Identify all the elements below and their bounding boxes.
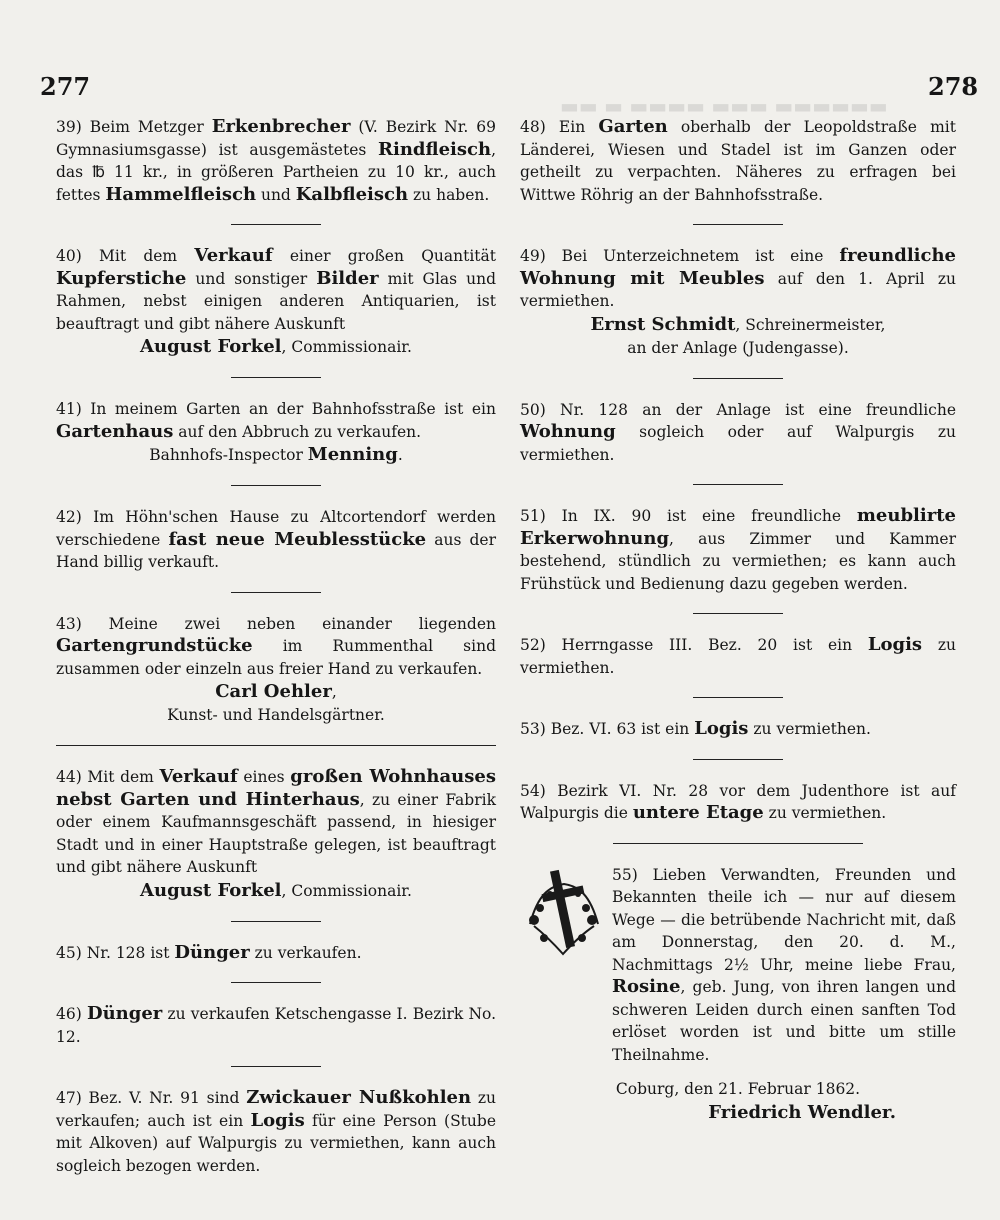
divider <box>693 378 783 379</box>
ad-43-signature: Carl Oehler, <box>215 681 337 702</box>
emphasized-text: Rindfleisch <box>378 138 492 160</box>
ad-43: 43) Meine zwei neben einander liegenden Gartengrundstücke im Rummenthal sind zusammen oder einzeln aus freier Hand zu verkaufen. <box>56 614 496 678</box>
divider <box>693 613 783 614</box>
emphasized-text: Erkenbrecher <box>211 116 351 137</box>
ad-46: 46) Dünger zu verkaufen Ketschengasse I. Bezirk No. 12. <box>56 1003 496 1046</box>
divider <box>231 592 321 593</box>
ad-48: 48) Ein Garten oberhalb der Leopoldstraße mit Länderei, Wiesen und Stadel ist im Ganzen oder getheilt zu verpachten. Näheres zu erfragen bei Wittwe Röhrig an der Bahnhofsstraße. <box>520 116 956 204</box>
emphasized-text: freundliche Wohnung mit Meubles <box>520 245 956 289</box>
divider <box>693 759 783 760</box>
death-notice-text: 55) Lieben Verwandten, Freunden und Bekannten theile ich — nur auf diesem Wege — die betrübende Nachricht mit, daß am Donnerstag, den 20. d. M., Nachmittags 2½ Uhr, meine liebe Frau, Rosine, geb. Jung, von ihren langen und schweren Leiden durch einen sanften Tod erlöset worden ist und bitte um stille Theilnahme. <box>612 865 956 1064</box>
death-notice-signer: Friedrich Wendler. <box>708 1102 896 1123</box>
divider <box>231 1066 321 1067</box>
divider <box>56 745 496 746</box>
left-column <box>56 116 496 1177</box>
divider <box>231 485 321 486</box>
ad-39: 39) Beim Metzger Erkenbrecher (V. Bezirk Nr. 69 Gymnasiumsgasse) ist ausgemästetes Rindfleisch, das ℔ 11 kr., in größeren Partheien zu 10 kr., auch fettes Hammelfleisch und Kalbfleisch zu haben. <box>56 116 497 205</box>
emphasized-text: Gartenhaus <box>56 420 174 442</box>
cross-wreath-icon <box>520 864 606 964</box>
emphasized-text: Zwickauer Nußkohlen <box>246 1087 472 1108</box>
emphasized-text: großen Wohnhauses nebst Garten und Hinterhaus <box>56 766 496 810</box>
divider <box>231 377 321 378</box>
emphasized-text: Hammelfleisch <box>105 183 257 205</box>
ad-45: 45) Nr. 128 ist Dünger zu verkaufen. <box>56 941 362 963</box>
emphasized-text: Dünger <box>86 1003 163 1024</box>
emphasized-text: Garten <box>598 116 668 137</box>
emphasized-text: Gartengrundstücke <box>56 635 253 656</box>
ad-49-signature-address: an der Anlage (Judengasse). <box>627 338 849 357</box>
ad-50: 50) Nr. 128 an der Anlage ist eine freundliche Wohnung sogleich oder auf Walpurgis zu vermiethen. <box>520 400 956 464</box>
emphasized-text: Logis <box>250 1109 305 1131</box>
emphasized-text: Verkauf <box>194 245 273 266</box>
ad-52: 52) Herrngasse III. Bez. 20 ist ein Logis zu vermiethen. <box>520 634 956 677</box>
divider <box>613 843 863 844</box>
death-notice <box>520 864 956 1067</box>
divider <box>231 921 321 922</box>
emphasized-text: fast neue Meublesstücke <box>168 528 427 550</box>
emphasized-text: Kupferstiche <box>56 267 187 289</box>
ad-44-signature: August Forkel, Commissionair. <box>140 879 412 901</box>
emphasized-text: Menning <box>307 444 398 465</box>
ad-40: 40) Mit dem Verkauf einer großen Quantität Kupferstiche und sonstiger Bilder mit Glas und Rahmen, nebst einigen anderen Antiquarien, ist beauftragt und gibt nähere Auskunft <box>56 245 497 333</box>
ad-41: 41) In meinem Garten an der Bahnhofsstraße ist ein Gartenhaus auf den Abbruch zu verkaufen. <box>56 400 496 442</box>
ad-41-signature: Bahnhofs-Inspector Menning. <box>149 444 403 465</box>
emphasized-text: Bilder <box>316 267 379 289</box>
emphasized-text: Wohnung <box>520 421 616 442</box>
divider <box>693 697 783 698</box>
ad-44: 44) Mit dem Verkauf eines großen Wohnhauses nebst Garten und Hinterhaus, zu einer Fabrik oder einem Kaufmannsgeschäft passend, in hiesiger Stadt und in einer Hauptstraße gelegen, ist beauftragt und gibt nähere Auskunft <box>56 766 496 876</box>
emphasized-text: Verkauf <box>159 766 238 787</box>
emphasized-text: Logis <box>867 634 923 655</box>
ad-47: 47) Bez. V. Nr. 91 sind Zwickauer Nußkohlen zu verkaufen; auch ist ein Logis für eine Person (Stube mit Alkoven) auf Walpurgis zu vermiethen, kann auch sogleich bezogen werden. <box>56 1087 496 1175</box>
emphasized-text: August Forkel <box>140 336 282 357</box>
emphasized-text: Dünger <box>174 941 250 963</box>
emphasized-text: August Forkel <box>140 879 282 901</box>
divider <box>231 224 321 225</box>
right-column <box>520 116 956 1124</box>
emphasized-text: Rosine <box>612 976 681 997</box>
ad-53: 53) Bez. VI. 63 ist ein Logis zu vermiethen. <box>520 718 871 739</box>
bleed-through-text: ▬▬ ▬ ▬▬▬▬ ▬▬▬ ▬▬▬▬▬▬ <box>560 94 888 118</box>
emphasized-text: untere Etage <box>632 802 764 823</box>
emphasized-text: Logis <box>694 718 749 739</box>
ad-51: 51) In IX. 90 ist eine freundliche meublirte Erkerwohnung, aus Zimmer und Kammer bestehend, stündlich zu vermiethen; es kann auch Frühstück und Bedienung dazu gegeben werden. <box>520 505 956 593</box>
divider <box>693 484 783 485</box>
ad-42: 42) Im Höhn'schen Hause zu Altcortendorf werden verschiedene fast neue Meublesstücke aus der Hand billig verkauft. <box>56 508 497 571</box>
ad-49: 49) Bei Unterzeichnetem ist eine freundliche Wohnung mit Meubles auf den 1. April zu vermiethen. <box>520 245 956 310</box>
ad-40-signature: August Forkel, Commissionair. <box>140 336 412 357</box>
ad-43-signature-title: Kunst- und Handelsgärtner. <box>167 706 385 724</box>
ad-49-signature: Ernst Schmidt, Schreinermeister, <box>590 313 886 335</box>
emphasized-text: Ernst Schmidt <box>590 313 736 335</box>
page-number-right: 278 <box>928 72 979 101</box>
divider <box>693 224 783 225</box>
emphasized-text: Kalbfleisch <box>295 183 409 205</box>
emphasized-text: meublirte Erkerwohnung <box>520 505 956 549</box>
divider <box>231 982 321 983</box>
death-notice-place-date: Coburg, den 21. Februar 1862. <box>615 1080 861 1098</box>
emphasized-text: Carl Oehler <box>215 681 332 702</box>
page-number-left: 277 <box>40 72 91 101</box>
ad-54: 54) Bezirk VI. Nr. 28 vor dem Judenthore ist auf Walpurgis die untere Etage zu vermiethen. <box>520 781 956 823</box>
